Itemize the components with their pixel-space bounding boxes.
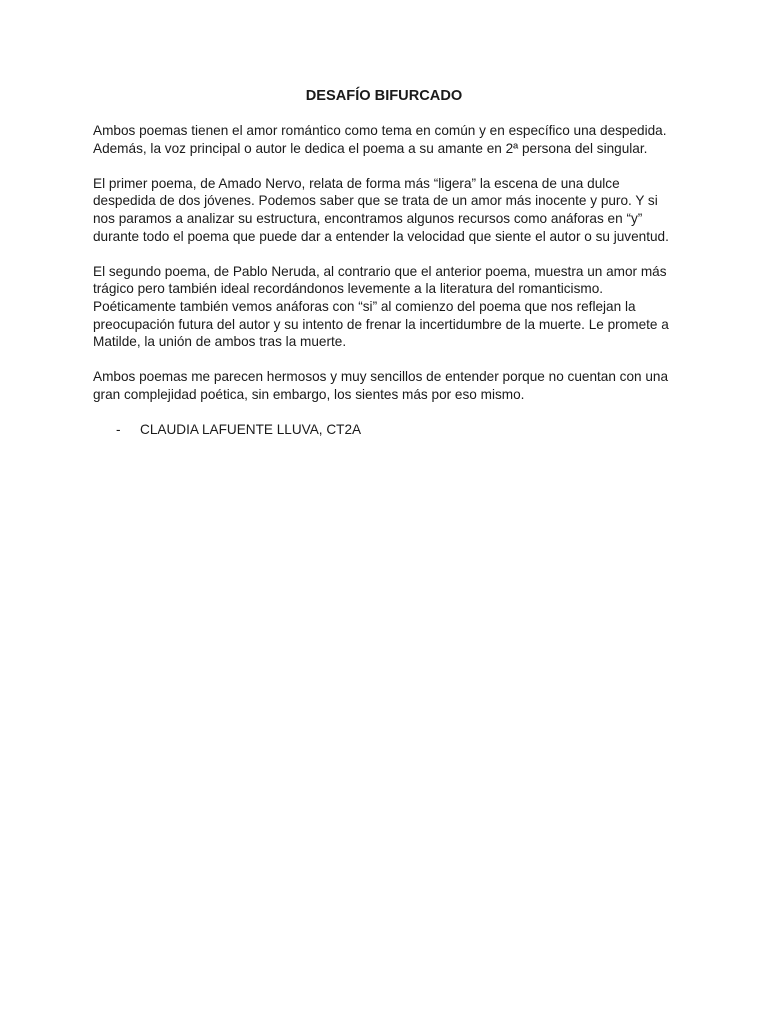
paragraph-conclusion: Ambos poemas me parecen hermosos y muy sencillos de entender porque no cuentan con una gran complejidad poética, sin embargo, los sientes más por eso mismo. (93, 369, 669, 402)
signature-text: CLAUDIA LAFUENTE LLUVA, CT2A (140, 422, 362, 438)
signature-line (93, 421, 673, 439)
document-title: DESAFÍO BIFURCADO (305, 88, 463, 104)
paragraph-first-poem: El primer poema, de Amado Nervo, relata de forma más “ligera” la escena de una dulce despedida de dos jóvenes. Podemos saber que se trata de un amor más inocente y puro. Y si nos paramos a analizar su estructura, encontramos algunos recursos como anáforas en “y” durante todo el poema que puede dar a entender la velocidad que siente el autor o su juventud. (93, 175, 669, 244)
paragraph-intro: Ambos poemas tienen el amor romántico como tema en común y en específico una despedida. Además, la voz principal o autor le dedica el poema a su amante en 2ª persona del singular. (93, 123, 667, 156)
paragraph-second-poem: El segundo poema, de Pablo Neruda, al contrario que el anterior poema, muestra un amor más trágico pero también ideal recordándonos levemente a la literatura del romanticismo. Poéticamente también vemos anáforas con “si” al comienzo del poema que nos reflejan la preocupación futura del autor y su intento de frenar la incertidumbre de la muerte. Le promete a Matilde, la unión de ambos tras la muerte. (93, 263, 669, 350)
document-body (93, 122, 673, 439)
signature-bullet: - (116, 422, 121, 438)
